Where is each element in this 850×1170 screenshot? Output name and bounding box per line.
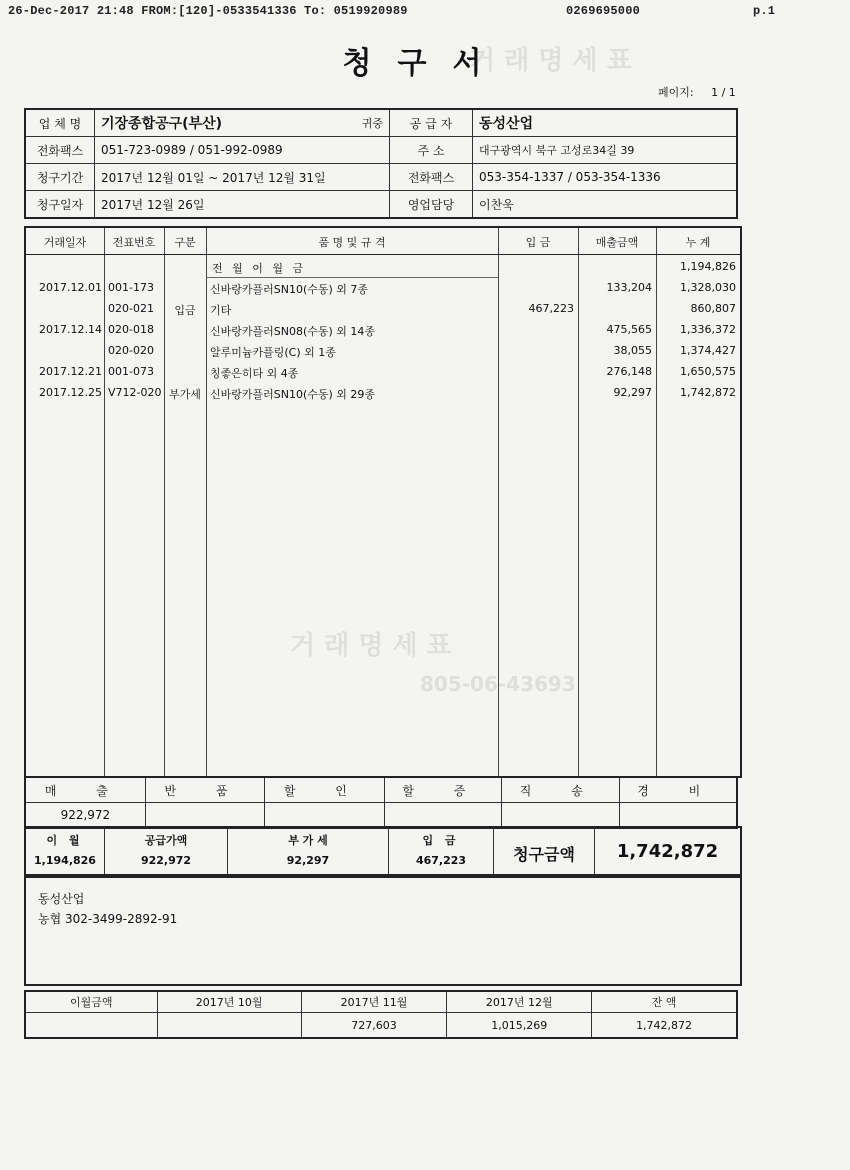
supplier-name: 동성산업 xyxy=(473,109,738,137)
bank-account-holder: 동성산업 xyxy=(38,892,85,906)
bank-account-number: 농협 302-3499-2892-91 xyxy=(38,912,178,926)
totals-vat xyxy=(228,828,389,874)
summary-table xyxy=(24,776,738,829)
bank-info xyxy=(24,876,742,986)
header-info-table xyxy=(24,108,738,219)
bleed-through-text: 거 래 명 세 표 xyxy=(290,631,452,661)
summary-value xyxy=(265,803,384,829)
summary-value xyxy=(145,803,264,829)
totals-deposit-label: 입 금 xyxy=(422,834,460,847)
cell-slip: 020-020 xyxy=(108,344,154,357)
cell-slip: V712-020 xyxy=(108,386,162,399)
summary-header: 반 품 xyxy=(145,777,264,803)
cell-slip: 001-073 xyxy=(108,365,154,378)
transaction-table xyxy=(24,226,742,778)
col-slip: 전표번호 xyxy=(112,236,156,249)
col-sales: 매출금액 xyxy=(595,236,639,249)
history-header: 2017년 12월 xyxy=(447,991,592,1013)
cell-sales: 38,055 xyxy=(613,344,652,357)
totals-vat-label: 부 가 세 xyxy=(288,834,328,847)
col-item: 품 명 및 규 격 xyxy=(318,236,386,249)
cell-cumulative: 1,336,372 xyxy=(680,323,736,336)
cell-type: 입금 xyxy=(174,304,196,317)
totals-supply-label: 공급가액 xyxy=(144,834,188,847)
summary-header: 할 인 xyxy=(265,777,384,803)
totals-row xyxy=(24,826,742,876)
cell-item: 알루미늄카플링(C) 외 1종 xyxy=(210,346,336,359)
totals-supply xyxy=(105,828,228,874)
history-value xyxy=(25,1013,157,1039)
page-value: 1 / 1 xyxy=(711,86,736,99)
cell-item: 신바랑카플러SN10(수동) 외 29종 xyxy=(210,388,376,401)
address-label: 주 소 xyxy=(390,137,473,164)
cell-cumulative: 1,328,030 xyxy=(680,281,736,294)
totals-deposit xyxy=(389,828,494,874)
period-label: 청구기간 xyxy=(25,164,95,191)
document-title: 청구서 xyxy=(342,46,508,81)
table-row xyxy=(26,361,740,382)
supplier-phonefax-label: 전화팩스 xyxy=(390,164,473,191)
company-label: 업 체 명 xyxy=(25,109,95,137)
col-deposit: 입 금 xyxy=(525,236,551,249)
summary-value: 922,972 xyxy=(25,803,145,829)
date-value: 2017년 12월 26일 xyxy=(95,191,390,219)
summary-header: 매 출 xyxy=(25,777,145,803)
table-header xyxy=(26,228,740,255)
monthly-history-table xyxy=(24,990,738,1039)
cell-date: 2017.12.25 xyxy=(39,386,102,399)
cell-item: 신바랑카플러SN10(수동) 외 7종 xyxy=(210,283,369,296)
table-row xyxy=(26,319,740,340)
billing-value: 1,742,872 xyxy=(616,841,719,862)
phonefax-label: 전화팩스 xyxy=(25,137,95,164)
fax-header-left: 26-Dec-2017 21:48 FROM:[120]-0533541336 To: 0519920989 xyxy=(8,4,408,18)
cell-date: 2017.12.14 xyxy=(39,323,102,336)
cell-sales: 276,148 xyxy=(606,365,652,378)
page-number xyxy=(658,84,736,100)
summary-header: 직 송 xyxy=(502,777,619,803)
totals-vat-value: 92,297 xyxy=(286,854,330,867)
table-row xyxy=(26,298,740,319)
totals-prev xyxy=(26,828,105,874)
cell-item: 신바랑카플러SN08(수동) 외 14종 xyxy=(210,325,376,338)
bleed-through-text: 거 래 명 세 표 xyxy=(470,46,632,76)
cell-slip: 001-173 xyxy=(108,281,154,294)
cell-slip: 020-021 xyxy=(108,302,154,315)
history-header: 2017년 11월 xyxy=(301,991,447,1013)
phonefax-value: 051-723-0989 / 051-992-0989 xyxy=(95,137,390,164)
table-row xyxy=(26,340,740,361)
bleed-through-text: 805-06-43693 xyxy=(420,672,576,696)
billing-label-cell xyxy=(494,828,595,874)
table-row xyxy=(206,256,736,278)
cell-item: 전 월 이 월 금 xyxy=(212,262,307,275)
cell-item: 칭좋은히타 외 4종 xyxy=(210,367,299,380)
fax-header xyxy=(8,4,776,18)
fax-number: 0269695000 xyxy=(566,4,641,18)
cell-date: 2017.12.01 xyxy=(39,281,102,294)
table-row xyxy=(26,277,740,298)
date-label: 청구일자 xyxy=(25,191,95,219)
cell-type: 부가세 xyxy=(169,388,201,401)
cell-sales: 475,565 xyxy=(606,323,652,336)
summary-value xyxy=(619,803,737,829)
cell-cumulative: 1,742,872 xyxy=(680,386,736,399)
cell-cumulative: 1,194,826 xyxy=(680,260,736,273)
summary-header: 할 증 xyxy=(384,777,501,803)
table-row xyxy=(26,382,740,403)
period-value: 2017년 12월 01일 ~ 2017년 12월 31일 xyxy=(95,164,390,191)
sales-rep-value: 이찬욱 xyxy=(473,191,738,219)
honorific: 귀중 xyxy=(337,109,390,137)
address-value: 대구광역시 북구 고성로34길 39 xyxy=(473,137,738,164)
cell-cumulative: 860,807 xyxy=(690,302,736,315)
totals-prev-value: 1,194,826 xyxy=(34,854,96,867)
cell-slip: 020-018 xyxy=(108,323,154,336)
history-value: 1,742,872 xyxy=(592,1013,737,1039)
col-type: 구분 xyxy=(174,236,196,249)
sales-rep-label: 영업담당 xyxy=(390,191,473,219)
supplier-label: 공 급 자 xyxy=(390,109,473,137)
summary-value xyxy=(384,803,501,829)
history-header: 이월금액 xyxy=(25,991,157,1013)
cell-item: 기타 xyxy=(210,304,232,317)
fax-page: p.1 xyxy=(753,4,776,18)
totals-prev-label: 이 월 xyxy=(46,834,84,847)
cell-sales: 92,297 xyxy=(613,386,652,399)
summary-value xyxy=(502,803,619,829)
totals-supply-value: 922,972 xyxy=(140,854,192,867)
cell-cumulative: 1,650,575 xyxy=(680,365,736,378)
cell-deposit: 467,223 xyxy=(528,302,574,315)
history-value: 727,603 xyxy=(301,1013,447,1039)
supplier-phonefax-value: 053-354-1337 / 053-354-1336 xyxy=(473,164,738,191)
page-label: 페이지: xyxy=(658,86,694,99)
history-header: 잔 액 xyxy=(592,991,737,1013)
cell-cumulative: 1,374,427 xyxy=(680,344,736,357)
history-value xyxy=(157,1013,301,1039)
history-header: 2017년 10월 xyxy=(157,991,301,1013)
cell-date: 2017.12.21 xyxy=(39,365,102,378)
col-cumulative: 누 계 xyxy=(685,236,711,249)
billing-value-cell xyxy=(595,828,740,874)
company-name: 기장종합공구(부산) xyxy=(95,109,338,137)
cell-sales: 133,204 xyxy=(606,281,652,294)
summary-header: 경 비 xyxy=(619,777,737,803)
billing-label: 청구금액 xyxy=(513,845,575,864)
totals-deposit-value: 467,223 xyxy=(415,854,467,867)
history-value: 1,015,269 xyxy=(447,1013,592,1039)
col-date: 거래일자 xyxy=(43,236,87,249)
